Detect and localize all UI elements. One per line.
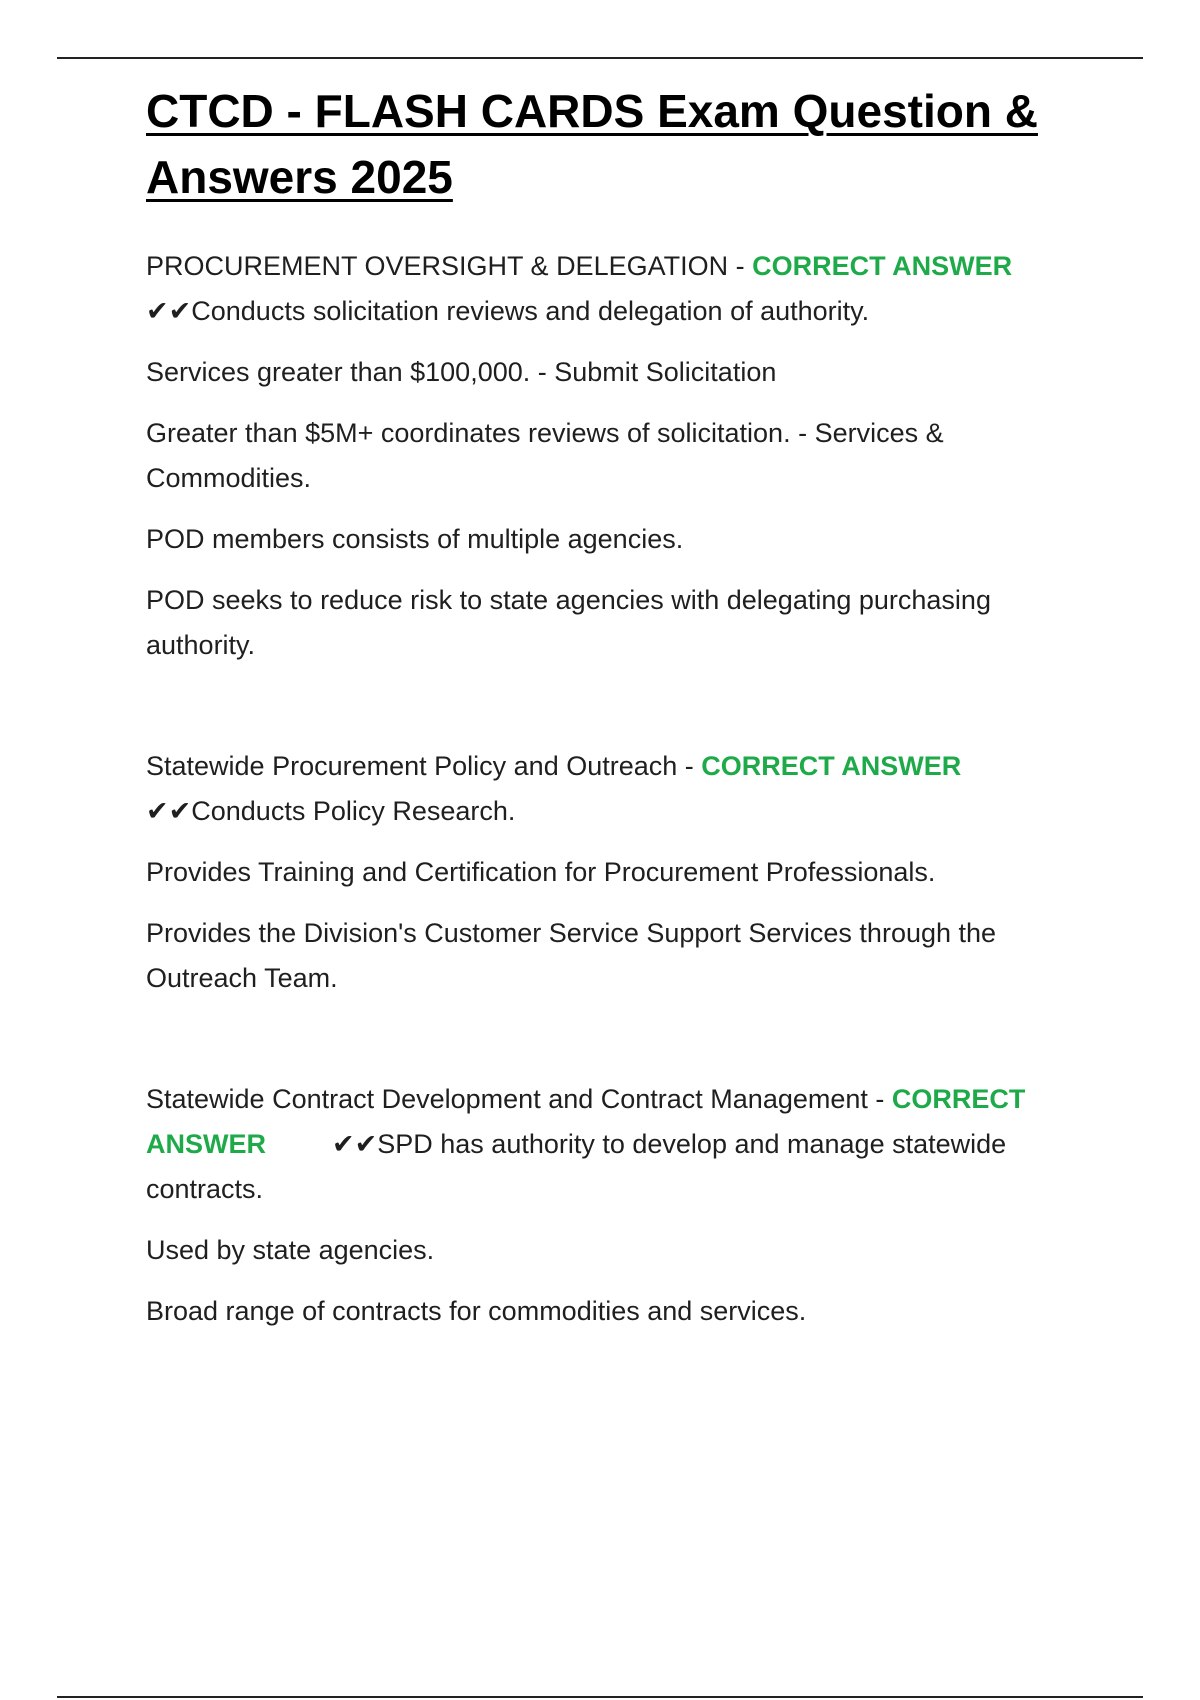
answer-line: Used by state agencies. bbox=[146, 1235, 435, 1265]
bottom-rule bbox=[57, 1696, 1143, 1698]
question-text: PROCUREMENT OVERSIGHT & DELEGATION bbox=[146, 251, 729, 281]
answer-line: Provides the Division's Customer Service Support Services through the Outreach Team. bbox=[146, 918, 997, 993]
flash-card bbox=[146, 1077, 1096, 1334]
answer-line: Provides Training and Certification for Procurement Professionals. bbox=[146, 857, 936, 887]
answer-line: POD members consists of multiple agencies. bbox=[146, 524, 684, 554]
card-question: Statewide Procurement Policy and Outreach - CORRECT ANSWER ✔✔Conducts Policy Research. bbox=[146, 751, 962, 826]
flash-card bbox=[146, 244, 1096, 668]
document-title: CTCD - FLASH CARDS Exam Question & Answers 2025 bbox=[146, 85, 1038, 203]
correct-answer-label: CORRECT ANSWER bbox=[146, 1084, 1026, 1159]
correct-answer-label: CORRECT ANSWER bbox=[752, 251, 1013, 281]
answer-line: POD seeks to reduce risk to state agencies with delegating purchasing authority. bbox=[146, 585, 991, 660]
document-body bbox=[146, 78, 1096, 1350]
card-question: Statewide Contract Development and Contract Management - CORRECT ANSWER ✔✔SPD has authority to develop and manage statewide contracts. bbox=[146, 1084, 1026, 1204]
answer-text: Conducts solicitation reviews and delegation of authority. bbox=[191, 296, 870, 326]
check-marks: ✔✔ bbox=[146, 796, 192, 826]
correct-answer-label: CORRECT ANSWER bbox=[701, 751, 962, 781]
check-marks: ✔✔ bbox=[332, 1129, 378, 1159]
top-rule bbox=[57, 57, 1143, 59]
answer-line: Greater than $5M+ coordinates reviews of solicitation. - Services & Commodities. bbox=[146, 418, 944, 493]
answer-line: Services greater than $100,000. - Submit Solicitation bbox=[146, 357, 777, 387]
question-text: Statewide Contract Development and Contract Management bbox=[146, 1084, 868, 1114]
answer-text: Conducts Policy Research. bbox=[191, 796, 516, 826]
answer-line: Broad range of contracts for commodities and services. bbox=[146, 1296, 807, 1326]
question-text: Statewide Procurement Policy and Outreach bbox=[146, 751, 678, 781]
flash-card bbox=[146, 744, 1096, 1001]
check-marks: ✔✔ bbox=[146, 296, 192, 326]
card-question: PROCUREMENT OVERSIGHT & DELEGATION - CORRECT ANSWER ✔✔Conducts solicitation reviews and delegation of authority. bbox=[146, 251, 1013, 326]
answer-text: SPD has authority to develop and manage statewide contracts. bbox=[146, 1129, 1007, 1204]
